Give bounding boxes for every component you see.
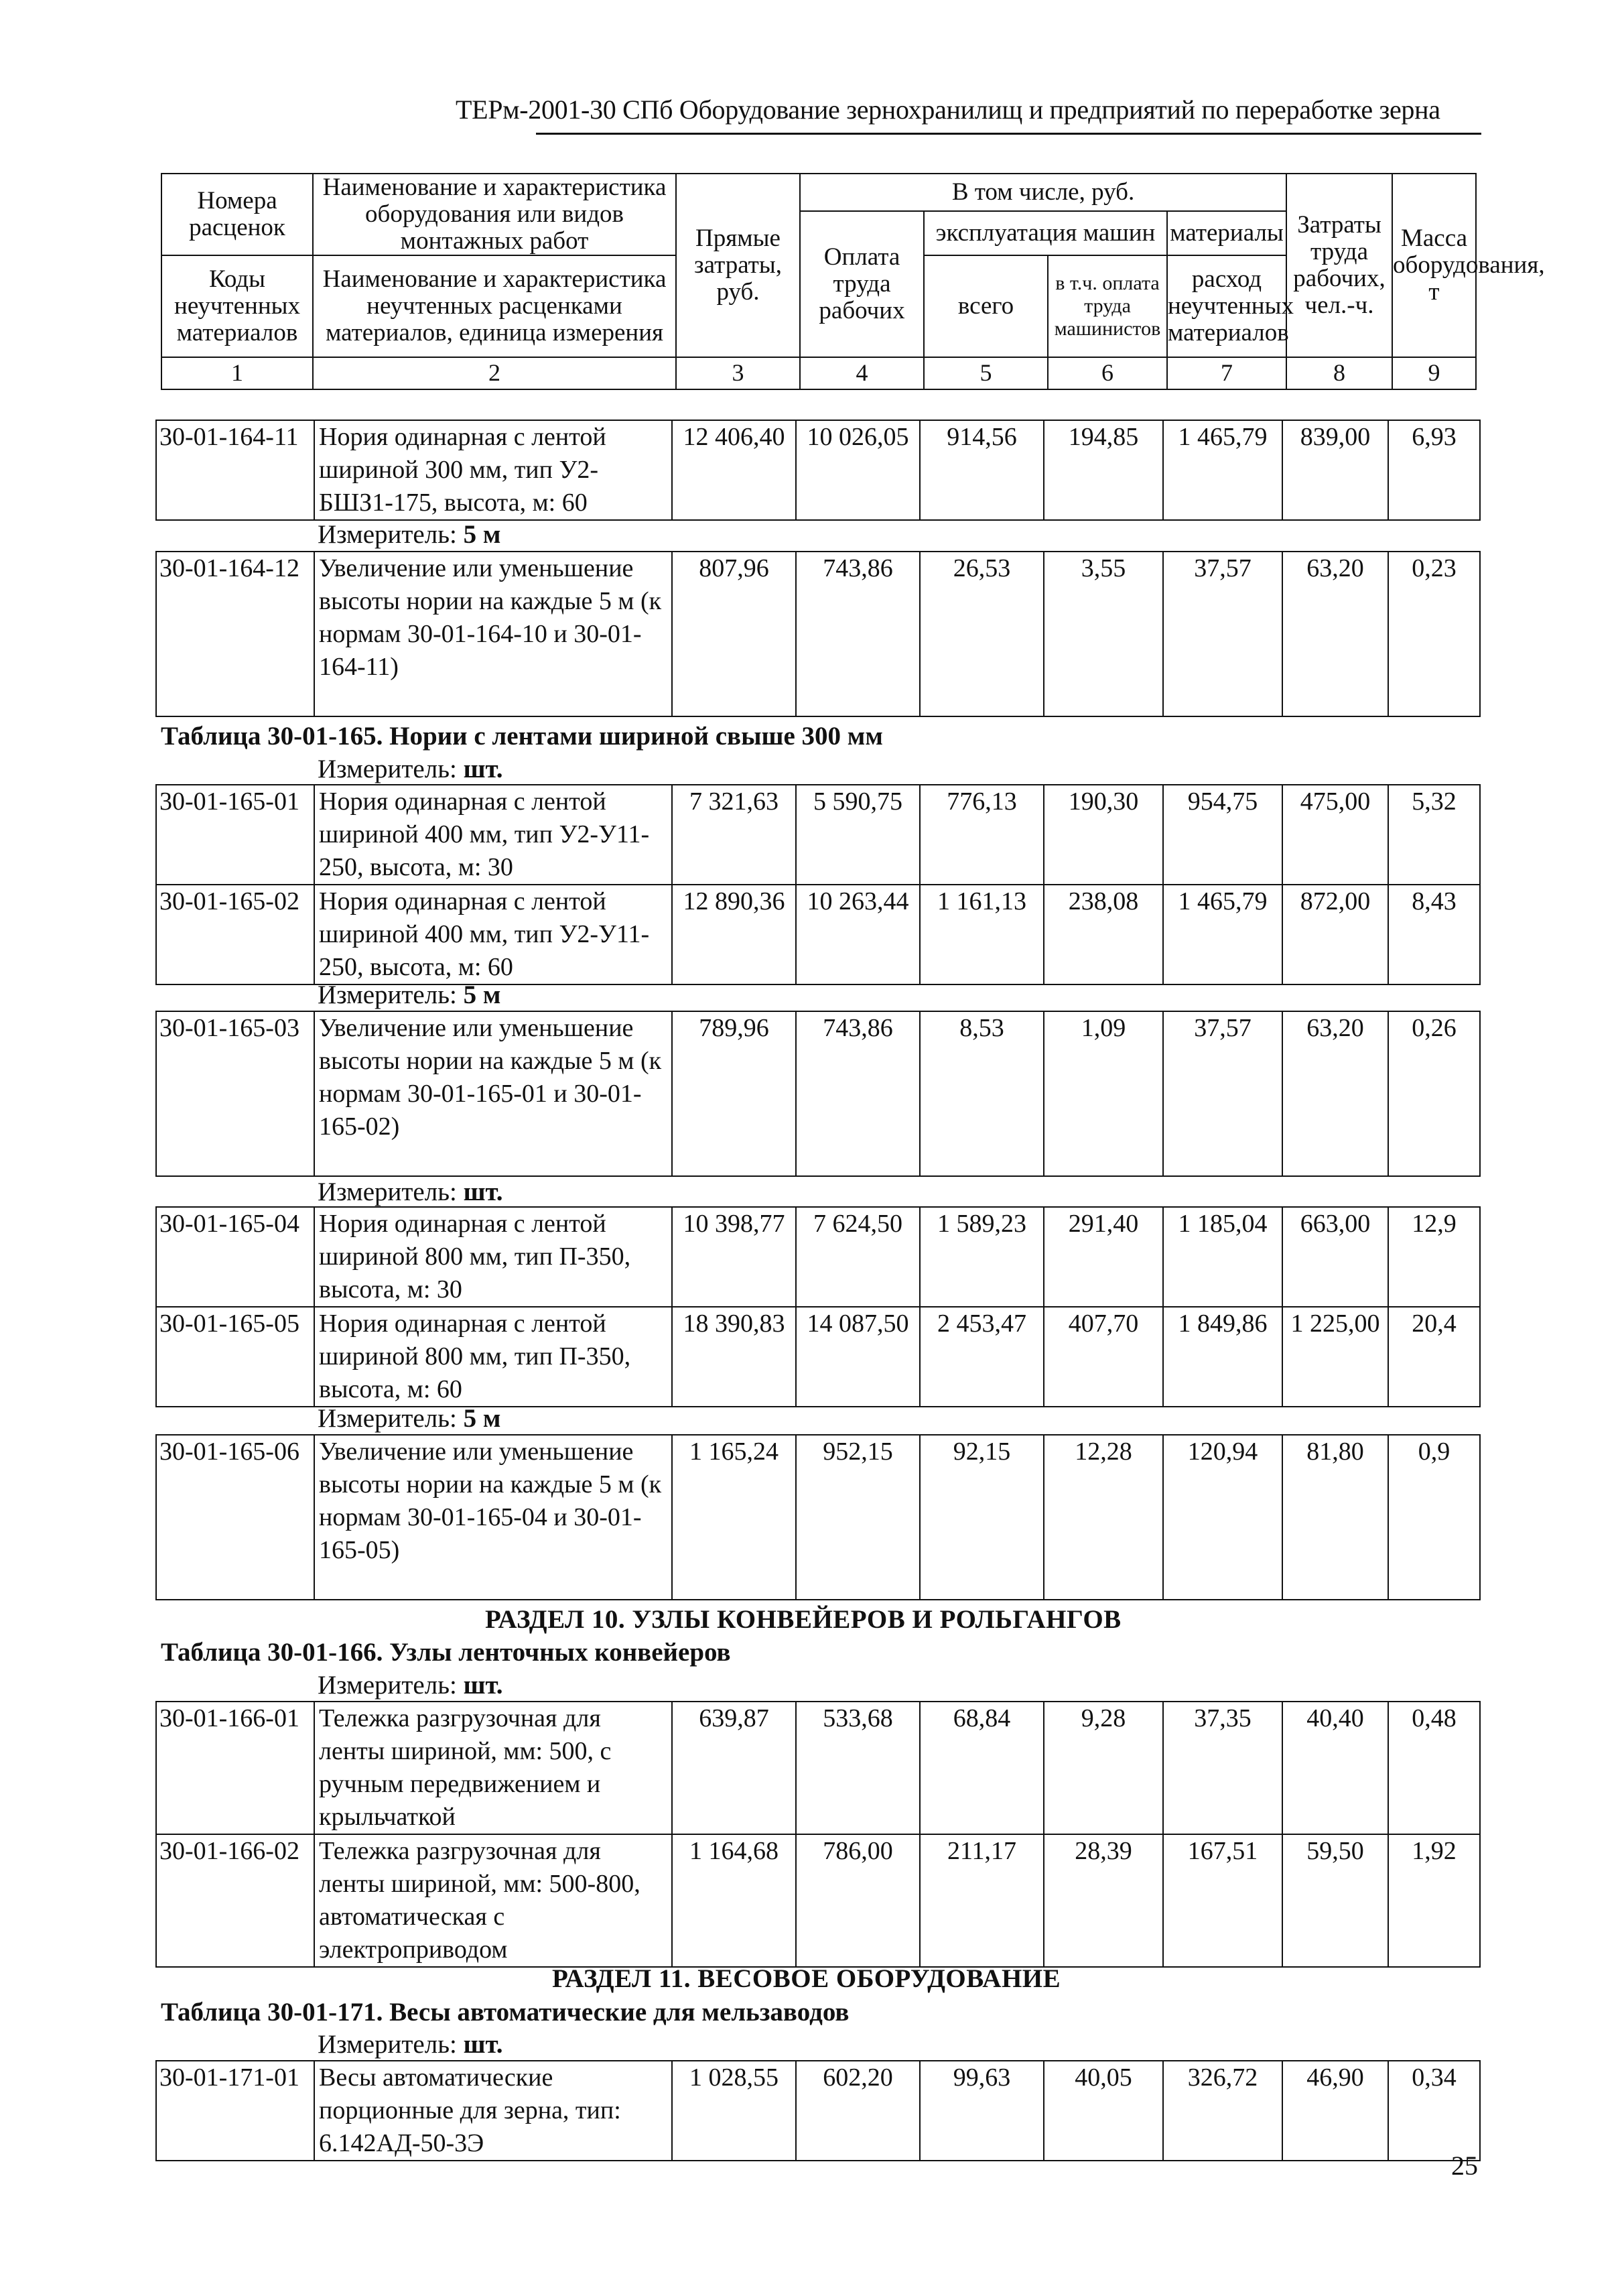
row-value: 99,63 [920, 2061, 1044, 2161]
row-value: 9,28 [1044, 1702, 1163, 1834]
row-value: 0,9 [1388, 1435, 1480, 1600]
table-row [156, 1011, 1480, 1176]
header-col1-bottom: Коды неучтенных материалов [161, 255, 313, 357]
row-name: Нория одинарная с лентой шириной 300 мм, тип У2-БШЗ1-175, высота, м: 60 [314, 420, 672, 520]
row-value: 1 028,55 [672, 2061, 796, 2161]
row-value: 407,70 [1044, 1307, 1163, 1407]
header-col9: Масса оборудования, т [1392, 174, 1476, 357]
row-value: 914,56 [920, 420, 1044, 520]
data-table [155, 420, 1481, 521]
row-value: 18 390,83 [672, 1307, 796, 1407]
row-value: 1 225,00 [1282, 1307, 1388, 1407]
row-value: 0,23 [1388, 552, 1480, 716]
row-value: 194,85 [1044, 420, 1163, 520]
row-value: 12 890,36 [672, 885, 796, 984]
row-name: Нория одинарная с лентой шириной 800 мм, тип П-350, высота, м: 30 [314, 1207, 672, 1307]
row-value: 1 165,24 [672, 1435, 796, 1600]
row-value: 639,87 [672, 1702, 796, 1834]
table-165-title: Таблица 30-01-165. Нории с лентами шириной свыше 300 мм [161, 722, 883, 751]
meter-caption: Измеритель: шт. [318, 2030, 503, 2059]
table-row [156, 552, 1480, 716]
row-value: 63,20 [1282, 1011, 1388, 1176]
row-value: 12 406,40 [672, 420, 796, 520]
column-header-table [161, 173, 1545, 390]
row-value: 952,15 [796, 1435, 920, 1600]
header-num: 7 [1167, 357, 1286, 389]
header-rule [536, 133, 1481, 135]
data-table [155, 784, 1481, 985]
header-incl: В том числе, руб. [800, 174, 1286, 211]
data-table [155, 1701, 1481, 1968]
row-code: 30-01-165-05 [156, 1307, 314, 1407]
row-value: 167,51 [1163, 1834, 1282, 1967]
row-value: 5,32 [1388, 785, 1480, 885]
header-col2-top: Наименование и характеристика оборудования или видов монтажных работ [313, 174, 676, 255]
row-code: 30-01-164-11 [156, 420, 314, 520]
data-table [155, 1206, 1481, 1407]
row-code: 30-01-165-02 [156, 885, 314, 984]
row-value: 238,08 [1044, 885, 1163, 984]
row-value: 190,30 [1044, 785, 1163, 885]
data-table [155, 2060, 1481, 2161]
row-code: 30-01-164-12 [156, 552, 314, 716]
table-row [156, 1702, 1480, 1834]
table-row [156, 2061, 1480, 2161]
row-value: 211,17 [920, 1834, 1044, 1967]
row-name: Нория одинарная с лентой шириной 400 мм, тип У2-У11-250, высота, м: 60 [314, 885, 672, 984]
row-value: 14 087,50 [796, 1307, 920, 1407]
table-row [156, 1435, 1480, 1600]
section-11-title: РАЗДЕЛ 11. ВЕСОВОЕ ОБОРУДОВАНИЕ [552, 1964, 1061, 1993]
header-num: 2 [313, 357, 676, 389]
data-table [155, 1434, 1481, 1600]
row-value: 59,50 [1282, 1834, 1388, 1967]
row-value: 1 161,13 [920, 885, 1044, 984]
header-num: 3 [676, 357, 800, 389]
header-col3: Прямые затраты, руб. [676, 174, 800, 357]
header-num: 8 [1286, 357, 1392, 389]
row-value: 0,48 [1388, 1702, 1480, 1834]
row-value: 1 849,86 [1163, 1307, 1282, 1407]
row-value: 0,26 [1388, 1011, 1480, 1176]
row-value: 8,43 [1388, 885, 1480, 984]
row-value: 40,05 [1044, 2061, 1163, 2161]
row-value: 663,00 [1282, 1207, 1388, 1307]
row-value: 120,94 [1163, 1435, 1282, 1600]
header-col2-bottom: Наименование и характеристика неучтенных расценками материалов, единица измерения [313, 255, 676, 357]
table-row [156, 785, 1480, 885]
table-166-title: Таблица 30-01-166. Узлы ленточных конвейеров [161, 1638, 731, 1667]
row-value: 6,93 [1388, 420, 1480, 520]
row-value: 1 185,04 [1163, 1207, 1282, 1307]
row-value: 3,55 [1044, 552, 1163, 716]
row-value: 10 398,77 [672, 1207, 796, 1307]
row-code: 30-01-171-01 [156, 2061, 314, 2161]
row-code: 30-01-165-06 [156, 1435, 314, 1600]
row-value: 839,00 [1282, 420, 1388, 520]
row-name: Увеличение или уменьшение высоты нории на каждые 5 м (к нормам 30-01-164-10 и 30-01-164-11) [314, 552, 672, 716]
header-col1-top: Номера расценок [161, 174, 313, 255]
header-num: 5 [924, 357, 1048, 389]
meter-caption: Измеритель: 5 м [318, 980, 501, 1009]
table-row [156, 1834, 1480, 1967]
row-value: 0,34 [1388, 2061, 1480, 2161]
row-value: 10 026,05 [796, 420, 920, 520]
row-value: 954,75 [1163, 785, 1282, 885]
row-value: 1 465,79 [1163, 420, 1282, 520]
row-name: Нория одинарная с лентой шириной 800 мм, тип П-350, высота, м: 60 [314, 1307, 672, 1407]
row-value: 12,9 [1388, 1207, 1480, 1307]
row-value: 40,40 [1282, 1702, 1388, 1834]
row-value: 63,20 [1282, 552, 1388, 716]
row-name: Тележка разгрузочная для ленты шириной, мм: 500-800, автоматическая с электроприводом [314, 1834, 672, 1967]
row-name: Увеличение или уменьшение высоты нории на каждые 5 м (к нормам 30-01-165-01 и 30-01-165-02) [314, 1011, 672, 1176]
table-171-title: Таблица 30-01-171. Весы автоматические для мельзаводов [161, 1998, 850, 2027]
row-name: Увеличение или уменьшение высоты нории на каждые 5 м (к нормам 30-01-165-04 и 30-01-165-05) [314, 1435, 672, 1600]
row-value: 1,09 [1044, 1011, 1163, 1176]
row-value: 291,40 [1044, 1207, 1163, 1307]
meter-caption: Измеритель: 5 м [318, 1404, 501, 1433]
row-code: 30-01-165-01 [156, 785, 314, 885]
header-col4: Оплата труда рабочих [800, 211, 924, 357]
row-value: 743,86 [796, 552, 920, 716]
row-name: Весы автоматические порционные для зерна, тип: 6.142АД-50-3Э [314, 2061, 672, 2161]
row-value: 26,53 [920, 552, 1044, 716]
row-value: 5 590,75 [796, 785, 920, 885]
row-name: Тележка разгрузочная для ленты шириной, мм: 500, с ручным передвижением и крыльчаткой [314, 1702, 672, 1834]
row-value: 68,84 [920, 1702, 1044, 1834]
meter-caption: Измеритель: шт. [318, 1177, 503, 1206]
row-value: 533,68 [796, 1702, 920, 1834]
data-table [155, 1011, 1481, 1177]
row-value: 1 465,79 [1163, 885, 1282, 984]
row-value: 81,80 [1282, 1435, 1388, 1600]
running-header: ТЕРм-2001-30 СПб Оборудование зернохранилищ и предприятий по переработке зерна [456, 94, 1440, 125]
meter-caption: Измеритель: шт. [318, 755, 503, 783]
row-value: 776,13 [920, 785, 1044, 885]
row-value: 46,90 [1282, 2061, 1388, 2161]
header-materials: материалы [1167, 211, 1286, 255]
row-value: 37,57 [1163, 1011, 1282, 1176]
row-value: 786,00 [796, 1834, 920, 1967]
header-col5: всего [924, 255, 1048, 357]
row-name: Нория одинарная с лентой шириной 400 мм, тип У2-У11-250, высота, м: 30 [314, 785, 672, 885]
table-row [156, 1207, 1480, 1307]
table-row [156, 1307, 1480, 1407]
data-table [155, 551, 1481, 717]
header-num: 9 [1392, 357, 1476, 389]
table-row [156, 885, 1480, 984]
header-col8: Затраты труда рабочих, чел.-ч. [1286, 174, 1392, 357]
meter-caption: Измеритель: шт. [318, 1671, 503, 1700]
row-value: 1 589,23 [920, 1207, 1044, 1307]
row-code: 30-01-165-04 [156, 1207, 314, 1307]
row-value: 7 321,63 [672, 785, 796, 885]
row-value: 789,96 [672, 1011, 796, 1176]
meter-caption: Измеритель: 5 м [318, 520, 501, 549]
row-value: 8,53 [920, 1011, 1044, 1176]
header-num: 6 [1048, 357, 1167, 389]
row-value: 10 263,44 [796, 885, 920, 984]
table-row [156, 420, 1480, 520]
row-value: 37,57 [1163, 552, 1282, 716]
row-code: 30-01-165-03 [156, 1011, 314, 1176]
row-value: 743,86 [796, 1011, 920, 1176]
row-code: 30-01-166-01 [156, 1702, 314, 1834]
row-value: 602,20 [796, 2061, 920, 2161]
row-value: 12,28 [1044, 1435, 1163, 1600]
row-value: 37,35 [1163, 1702, 1282, 1834]
header-col6: в т.ч. оплата труда машинистов [1048, 255, 1167, 357]
row-value: 1 164,68 [672, 1834, 796, 1967]
header-machines: эксплуатация машин [924, 211, 1167, 255]
header-num: 4 [800, 357, 924, 389]
header-col7: расход неучтенных материалов [1167, 255, 1286, 357]
section-10-title: РАЗДЕЛ 10. УЗЛЫ КОНВЕЙЕРОВ И РОЛЬГАНГОВ [485, 1605, 1122, 1634]
row-value: 475,00 [1282, 785, 1388, 885]
row-value: 28,39 [1044, 1834, 1163, 1967]
header-num: 1 [161, 357, 313, 389]
row-value: 326,72 [1163, 2061, 1282, 2161]
page-number: 25 [1451, 2151, 1478, 2181]
row-value: 20,4 [1388, 1307, 1480, 1407]
row-value: 7 624,50 [796, 1207, 920, 1307]
row-value: 1,92 [1388, 1834, 1480, 1967]
row-code: 30-01-166-02 [156, 1834, 314, 1967]
row-value: 807,96 [672, 552, 796, 716]
row-value: 872,00 [1282, 885, 1388, 984]
row-value: 2 453,47 [920, 1307, 1044, 1407]
row-value: 92,15 [920, 1435, 1044, 1600]
